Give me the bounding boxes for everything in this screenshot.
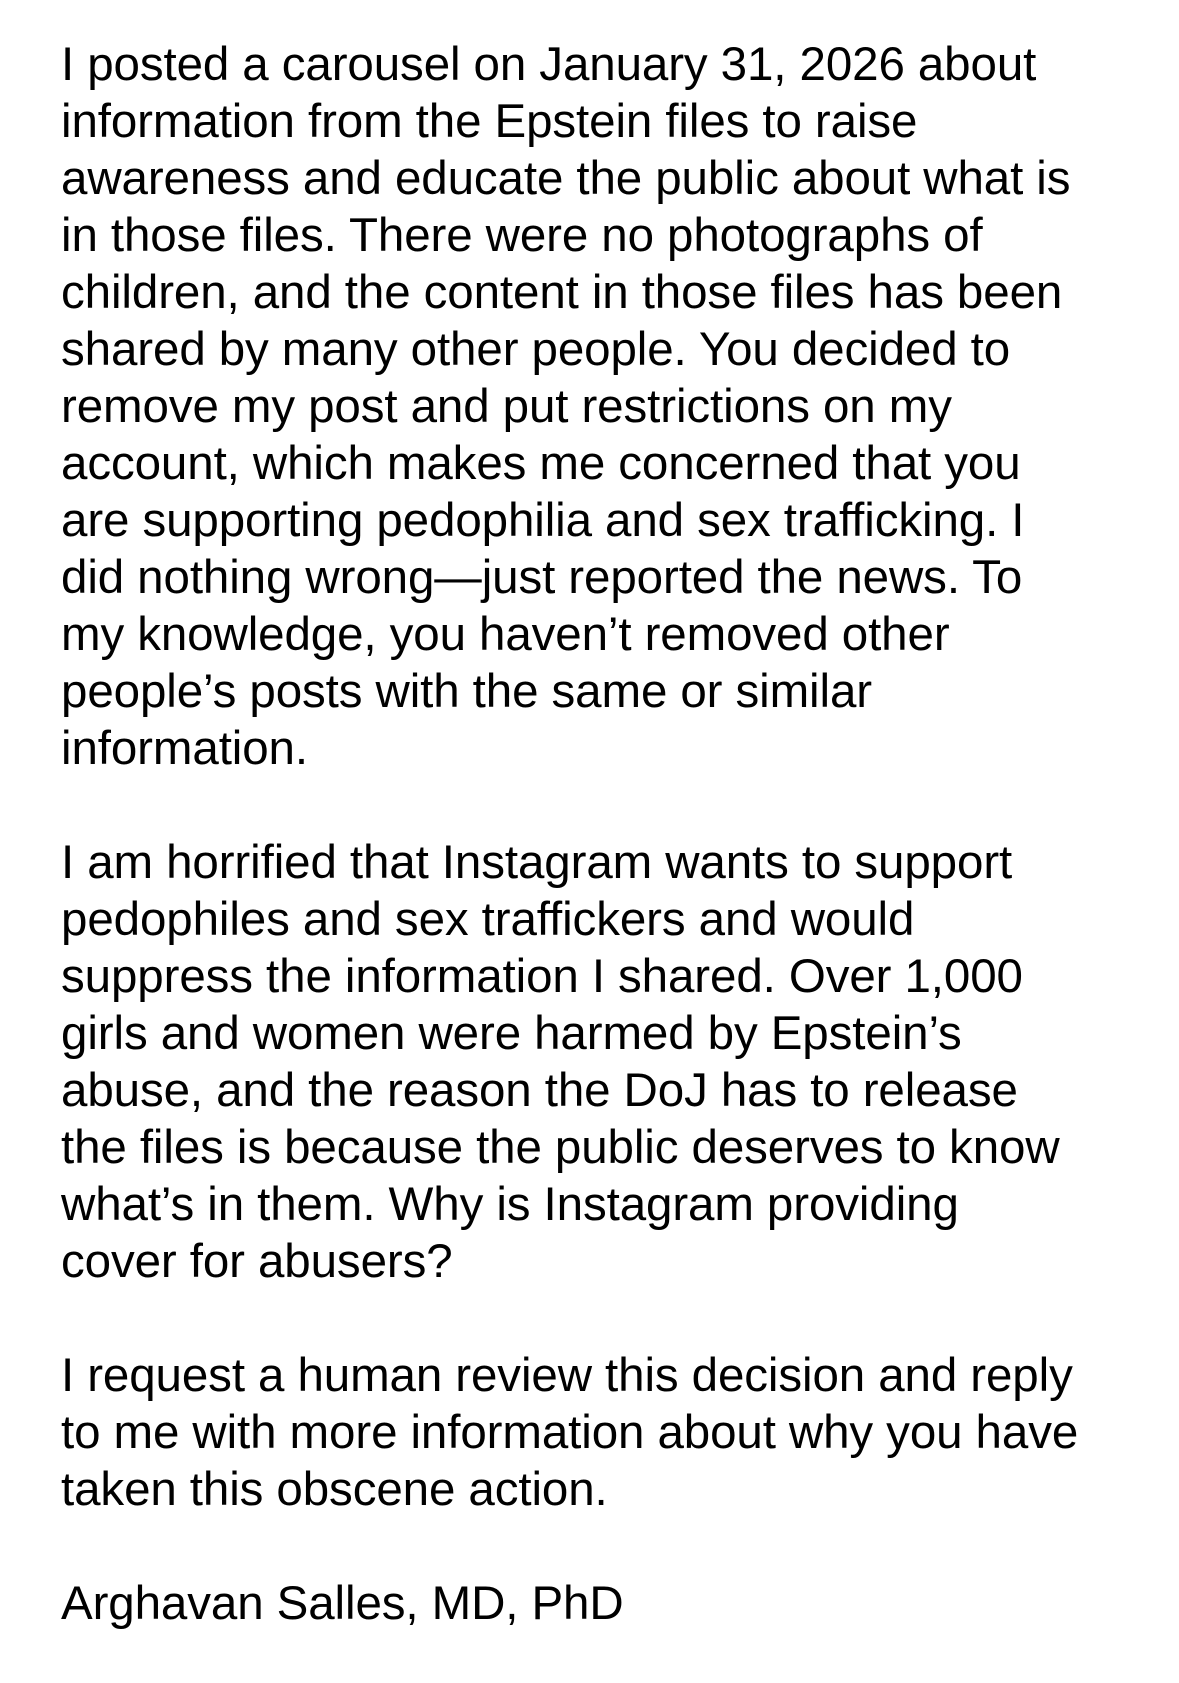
- text-line: I request a human review this decision and reply: [61, 1349, 1073, 1402]
- text-line: are supporting pedophilia and sex trafficking. I: [61, 494, 1025, 547]
- text-line: account, which makes me concerned that you: [61, 437, 1021, 490]
- signature: [61, 1575, 1161, 1632]
- paragraph-1: [61, 36, 1161, 777]
- text-line: people’s posts with the same or similar: [61, 665, 872, 718]
- text-line: taken this obscene action.: [61, 1463, 608, 1516]
- text-line: to me with more information about why you have: [61, 1406, 1079, 1459]
- paragraph-2: [61, 834, 1161, 1290]
- text-line: I posted a carousel on January 31, 2026 about: [61, 38, 1037, 91]
- text-line: girls and women were harmed by Epstein’s: [61, 1007, 962, 1060]
- text-line: in those files. There were no photographs of: [61, 209, 983, 262]
- text-line: shared by many other people. You decided to: [61, 323, 1011, 376]
- text-line: the files is because the public deserves to know: [61, 1121, 1060, 1174]
- text-line: information.: [61, 722, 308, 775]
- text-line: did nothing wrong—just reported the news. To: [61, 551, 1023, 604]
- text-line: I am horrified that Instagram wants to support: [61, 836, 1013, 889]
- text-line: suppress the information I shared. Over 1,000: [61, 950, 1023, 1003]
- text-line: awareness and educate the public about what is: [61, 152, 1071, 205]
- text-line: information from the Epstein files to raise: [61, 95, 918, 148]
- paragraph-3: [61, 1347, 1161, 1518]
- text-line: abuse, and the reason the DoJ has to release: [61, 1064, 1018, 1117]
- signature-text: Arghavan Salles, MD, PhD: [61, 1577, 624, 1630]
- text-line: what’s in them. Why is Instagram providing: [61, 1178, 959, 1231]
- text-line: pedophiles and sex traffickers and would: [61, 893, 915, 946]
- text-line: children, and the content in those files has been: [61, 266, 1063, 319]
- text-line: remove my post and put restrictions on my: [61, 380, 952, 433]
- text-line: cover for abusers?: [61, 1235, 453, 1288]
- text-line: my knowledge, you haven’t removed other: [61, 608, 950, 661]
- message-body: [61, 36, 1161, 1632]
